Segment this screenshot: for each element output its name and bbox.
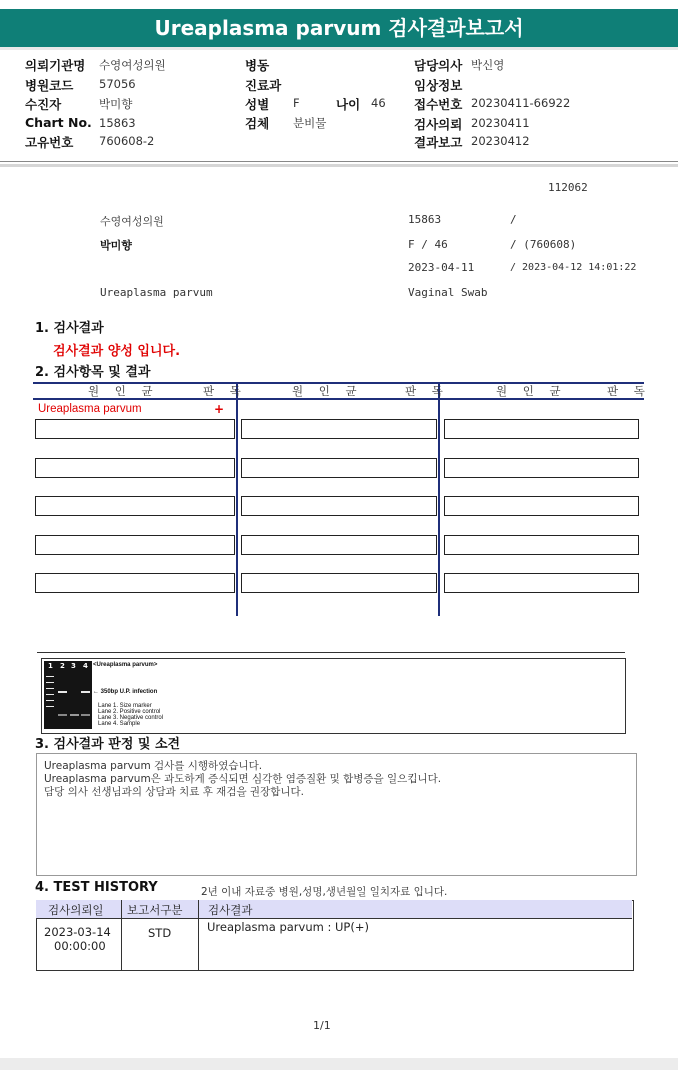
gel-marker-band bbox=[46, 688, 54, 689]
value-specimen: 분비물 bbox=[293, 116, 327, 130]
gel-marker-band bbox=[46, 706, 54, 707]
label-department: 진료과 bbox=[245, 78, 282, 93]
label-age: 나이 bbox=[336, 97, 361, 112]
value-institution: 수영여성의원 bbox=[99, 58, 166, 72]
opinion-line: Ureaplasma parvum은 과도하게 증식되면 심각한 염증질환 및 합병증을 일으킵니다. bbox=[44, 773, 442, 785]
gel-marker-band bbox=[46, 676, 54, 677]
value-doctor: 박신영 bbox=[471, 58, 505, 72]
opinion-line: Ureaplasma parvum 검사를 시행하였습니다. bbox=[44, 760, 263, 772]
footer-bar bbox=[0, 1058, 678, 1070]
col-organism-1: 원 인 균 bbox=[88, 384, 159, 398]
label-report-date: 결과보고 bbox=[414, 135, 463, 150]
value-hospital-code: 57056 bbox=[99, 77, 136, 91]
meta-test-name: Ureaplasma parvum bbox=[100, 286, 213, 299]
meta-birth: / (760608) bbox=[510, 238, 577, 251]
label-ward: 병동 bbox=[245, 58, 270, 73]
meta-report-datetime: / 2023-04-12 14:01:22 bbox=[510, 262, 637, 273]
value-request-date: 20230411 bbox=[471, 116, 530, 130]
result-box bbox=[444, 496, 639, 516]
value-patient: 박미향 bbox=[99, 97, 133, 111]
label-specimen: 검체 bbox=[245, 116, 270, 131]
section4-heading: 4. TEST HISTORY bbox=[35, 880, 158, 895]
lane-number: 4 bbox=[83, 662, 88, 670]
history-note: 2년 이내 자료중 병원,성명,생년월일 일치자료 입니다. bbox=[201, 886, 448, 898]
gel-top-line bbox=[37, 652, 625, 653]
col-organism-2: 원 인 균 bbox=[292, 384, 363, 398]
result-box bbox=[241, 419, 437, 439]
history-col-date: 검사의뢰일 bbox=[48, 903, 104, 917]
label-unique-no: 고유번호 bbox=[25, 135, 74, 150]
opinion-line: 담당 의사 선생님과의 상담과 치료 후 재검을 권장합니다. bbox=[44, 786, 304, 798]
result-box bbox=[444, 458, 639, 478]
history-col-divider bbox=[198, 900, 199, 970]
section3-heading: 3. 검사결과 판정 및 소견 bbox=[35, 737, 181, 752]
gel-legend-item: Lane 3. Negative control bbox=[98, 715, 164, 721]
gel-positive-band bbox=[58, 691, 67, 693]
meta-patient: 박미향 bbox=[100, 239, 132, 252]
label-patient: 수진자 bbox=[25, 97, 62, 112]
label-doctor: 담당의사 bbox=[414, 58, 463, 73]
section1-heading: 1. 검사결과 bbox=[35, 321, 104, 336]
label-hospital-code: 병원코드 bbox=[25, 78, 74, 93]
col-judgement-1: 판 독 bbox=[203, 384, 247, 398]
value-age: 46 bbox=[371, 96, 386, 110]
table-divider-2 bbox=[438, 382, 440, 616]
gel-legend-item: Lane 1. Size marker bbox=[98, 703, 152, 709]
report-title: Ureaplasma parvum 검사결과보고서 bbox=[154, 16, 524, 40]
history-col-result: 검사결과 bbox=[208, 903, 253, 917]
result-box bbox=[241, 535, 437, 555]
section2-heading: 2. 검사항목 및 결과 bbox=[35, 365, 151, 380]
gel-primer-band bbox=[81, 714, 90, 716]
label-clinical-info: 임상정보 bbox=[414, 78, 463, 93]
col-judgement-2: 판 독 bbox=[405, 384, 449, 398]
history-result: Ureaplasma parvum : UP(+) bbox=[207, 920, 369, 934]
label-receipt-no: 접수번호 bbox=[414, 97, 463, 112]
history-col-divider bbox=[121, 900, 122, 970]
header-divider-shadow bbox=[0, 164, 678, 167]
result-box bbox=[35, 419, 235, 439]
result-box bbox=[444, 535, 639, 555]
result-box bbox=[241, 458, 437, 478]
gel-marker-band bbox=[46, 682, 54, 683]
gel-band-label: ← 350bp U.P. infection bbox=[93, 689, 158, 695]
report-id: 112062 bbox=[548, 181, 588, 194]
value-sex: F bbox=[293, 96, 300, 110]
result-text: 검사결과 양성 입니다. bbox=[53, 344, 181, 359]
gel-primer-band bbox=[70, 714, 79, 716]
gel-electrophoresis-image bbox=[44, 661, 92, 729]
value-unique-no: 760608-2 bbox=[99, 134, 155, 148]
header-divider bbox=[0, 161, 678, 162]
title-divider bbox=[0, 47, 678, 50]
value-chart-no: 15863 bbox=[99, 116, 136, 130]
label-institution: 의뢰기관명 bbox=[25, 58, 86, 73]
result-box bbox=[35, 458, 235, 478]
gel-title: <Ureaplasma parvum> bbox=[93, 662, 158, 668]
result-box bbox=[241, 573, 437, 593]
result-box bbox=[35, 496, 235, 516]
table-divider-1 bbox=[236, 382, 238, 616]
label-sex: 성별 bbox=[245, 97, 270, 112]
col-organism-3: 원 인 균 bbox=[496, 384, 567, 398]
col-judgement-3: 판 독 bbox=[607, 384, 651, 398]
result-box bbox=[35, 573, 235, 593]
meta-slash: / bbox=[510, 213, 517, 226]
result-box bbox=[241, 496, 437, 516]
result-box bbox=[444, 419, 639, 439]
meta-sex-age: F / 46 bbox=[408, 238, 448, 251]
page-number: 1/1 bbox=[313, 1019, 331, 1032]
result-box bbox=[444, 573, 639, 593]
history-type: STD bbox=[148, 926, 172, 940]
lane-number: 3 bbox=[71, 662, 76, 670]
history-time: 00:00:00 bbox=[54, 939, 106, 953]
value-receipt-no: 20230411-66922 bbox=[471, 96, 571, 110]
gel-legend-item: Lane 4. Sample bbox=[98, 721, 141, 727]
organism-name: Ureaplasma parvum bbox=[38, 403, 142, 415]
history-table-header bbox=[36, 900, 632, 919]
value-report-date: 20230412 bbox=[471, 134, 530, 148]
gel-marker-band bbox=[46, 694, 54, 695]
meta-specimen: Vaginal Swab bbox=[408, 286, 488, 299]
meta-institution: 수영여성의원 bbox=[100, 215, 164, 228]
history-date: 2023-03-14 bbox=[44, 925, 111, 939]
meta-collect-date: 2023-04-11 bbox=[408, 261, 475, 274]
label-request-date: 검사의뢰 bbox=[414, 117, 463, 132]
meta-chart: 15863 bbox=[408, 213, 442, 226]
gel-primer-band bbox=[58, 714, 67, 716]
gel-marker-band bbox=[46, 700, 54, 701]
label-chart-no: Chart No. bbox=[25, 115, 92, 130]
lane-number: 1 bbox=[48, 662, 53, 670]
lane-number: 2 bbox=[60, 662, 65, 670]
gel-legend-item: Lane 2. Positive control bbox=[98, 709, 161, 715]
history-col-type: 보고서구분 bbox=[127, 903, 183, 917]
result-box bbox=[35, 535, 235, 555]
gel-sample-band bbox=[81, 691, 90, 693]
organism-result: + bbox=[214, 402, 225, 416]
